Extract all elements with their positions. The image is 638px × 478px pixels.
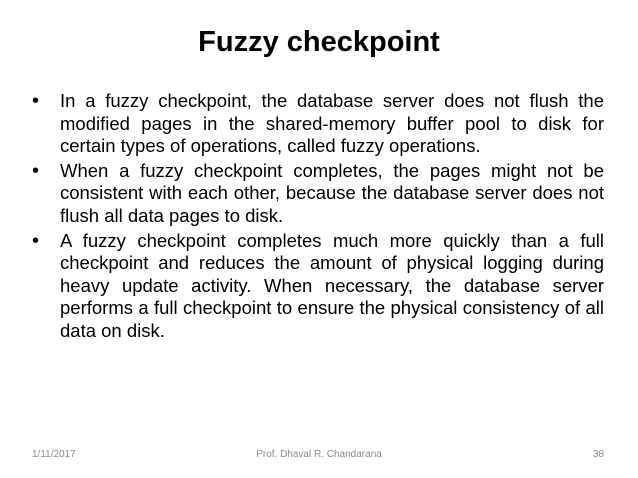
bullet-item: • A fuzzy checkpoint completes much more quickly than a full checkpoint and reduces the amount of physical logging during heavy update activity. When necessary, the database server performs a full checkpoint to ensure the physical consistency of all data on disk.: [32, 230, 604, 343]
bullet-item: • When a fuzzy checkpoint completes, the pages might not be consistent with each other, because the database server does not flush all data pages to disk.: [32, 160, 604, 228]
slide-title: Fuzzy checkpoint: [198, 26, 440, 58]
bullet-list: [32, 90, 604, 345]
bullet-item: • In a fuzzy checkpoint, the database server does not flush the modified pages in the shared-memory buffer pool to disk for certain types of operations, called fuzzy operations.: [32, 90, 604, 158]
footer-date: 1/11/2017: [32, 449, 76, 460]
slide-number: 38: [592, 449, 604, 460]
footer-author: Prof. Dhaval R. Chandarana: [256, 449, 382, 460]
